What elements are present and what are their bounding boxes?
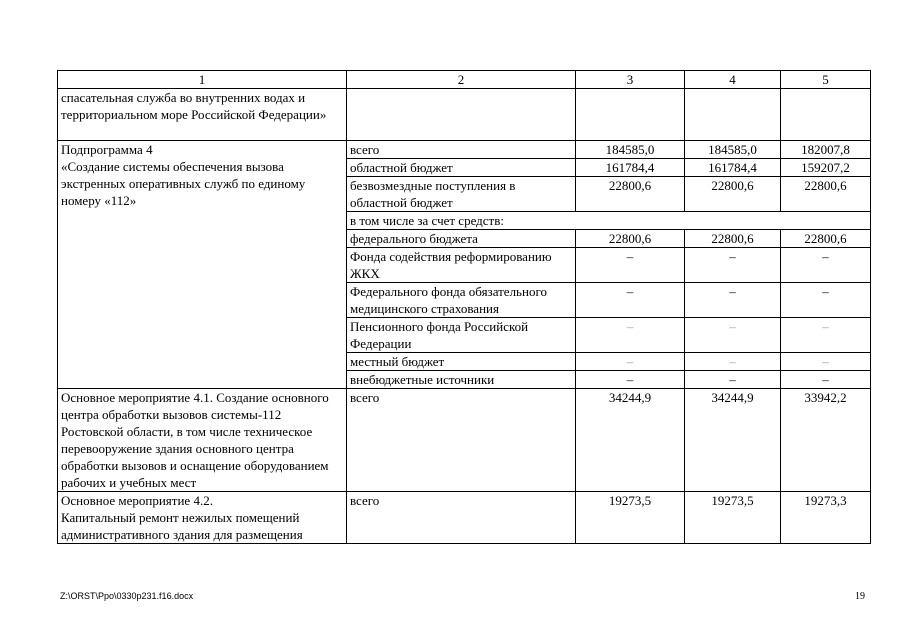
value-cell: – <box>685 248 781 283</box>
header-cell: 4 <box>685 71 781 89</box>
value-cell: 161784,4 <box>685 159 781 177</box>
value-cell: – <box>685 318 781 353</box>
value-cell: 22800,6 <box>781 230 871 248</box>
program-name-cell: Подпрограмма 4 «Создание системы обеспечения вызова экстренных оперативных служб по единому номеру «112» <box>58 141 347 389</box>
source-cell: внебюджетные источники <box>347 371 576 389</box>
source-cell: федерального бюджета <box>347 230 576 248</box>
budget-table <box>57 70 871 544</box>
value-cell: 184585,0 <box>576 141 685 159</box>
value-cell: – <box>781 248 871 283</box>
value-cell: – <box>576 248 685 283</box>
value-cell: – <box>576 371 685 389</box>
source-cell: Фонда содействия реформированию ЖКХ <box>347 248 576 283</box>
file-path-footer: Z:\ORST\Ppo\0330p231.f16.docx <box>60 591 194 601</box>
header-cell: 5 <box>781 71 871 89</box>
value-cell: – <box>781 353 871 371</box>
source-cell: всего <box>347 141 576 159</box>
value-cell: – <box>576 283 685 318</box>
value-cell: – <box>781 318 871 353</box>
source-cell: Федерального фонда обязательного медицинского страхования <box>347 283 576 318</box>
header-cell: 2 <box>347 71 576 89</box>
table-row <box>58 389 871 492</box>
source-cell: областной бюджет <box>347 159 576 177</box>
source-cell: в том числе за счет средств: <box>347 212 871 230</box>
value-cell: 184585,0 <box>685 141 781 159</box>
header-cell: 3 <box>576 71 685 89</box>
value-cell: – <box>781 371 871 389</box>
table-row <box>58 141 871 159</box>
source-cell: Пенсионного фонда Российской Федерации <box>347 318 576 353</box>
source-cell <box>347 89 576 141</box>
program-name-cell: спасательная служба во внутренних водах и территориальном море Российской Федерации» <box>58 89 347 141</box>
source-cell: безвозмездные поступления в областной бюджет <box>347 177 576 212</box>
value-cell: 22800,6 <box>576 230 685 248</box>
value-cell <box>576 89 685 141</box>
header-cell: 1 <box>58 71 347 89</box>
page-number: 19 <box>855 591 865 602</box>
source-cell: всего <box>347 389 576 492</box>
value-cell: 33942,2 <box>781 389 871 492</box>
value-cell: 22800,6 <box>685 230 781 248</box>
table-row <box>58 89 871 141</box>
value-cell: – <box>685 353 781 371</box>
value-cell: 19273,5 <box>685 492 781 544</box>
table-row <box>58 492 871 544</box>
program-name-cell: Основное мероприятие 4.2. Капитальный ремонт нежилых помещений административного здания для размещения <box>58 492 347 544</box>
value-cell: 182007,8 <box>781 141 871 159</box>
value-cell: 22800,6 <box>685 177 781 212</box>
value-cell <box>685 89 781 141</box>
value-cell: – <box>685 371 781 389</box>
program-name-cell: Основное мероприятие 4.1. Создание основного центра обработки вызовов системы-112 Ростовской области, в том числе техническое перевооружение здания основного центра обработки вызовов и оснащение оборудованием рабочих и учебных мест <box>58 389 347 492</box>
value-cell: 19273,5 <box>576 492 685 544</box>
source-cell: всего <box>347 492 576 544</box>
value-cell: 19273,3 <box>781 492 871 544</box>
value-cell <box>781 89 871 141</box>
header-row <box>58 71 871 89</box>
value-cell: – <box>781 283 871 318</box>
value-cell: 34244,9 <box>685 389 781 492</box>
value-cell: – <box>685 283 781 318</box>
value-cell: 22800,6 <box>576 177 685 212</box>
source-cell: местный бюджет <box>347 353 576 371</box>
value-cell: – <box>576 353 685 371</box>
value-cell: 22800,6 <box>781 177 871 212</box>
value-cell: 161784,4 <box>576 159 685 177</box>
value-cell: 159207,2 <box>781 159 871 177</box>
value-cell: 34244,9 <box>576 389 685 492</box>
value-cell: – <box>576 318 685 353</box>
